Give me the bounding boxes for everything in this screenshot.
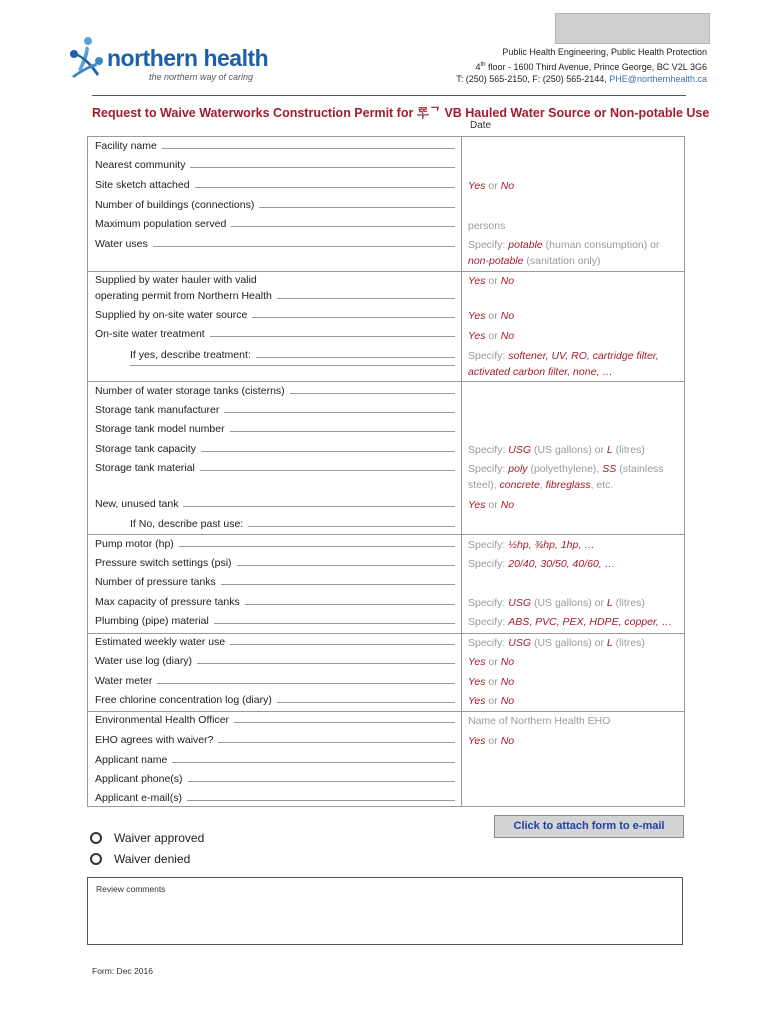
litres-option[interactable]: L (606, 444, 613, 456)
review-comments-label: Review comments (96, 884, 166, 894)
field-label: If yes, describe treatment: (130, 349, 251, 361)
hint-eho-agrees (468, 733, 683, 749)
section-divider (87, 271, 685, 272)
facility-name-field[interactable] (95, 140, 455, 152)
field-label: Water meter (95, 675, 153, 687)
waiver-denied-radio[interactable] (90, 852, 190, 866)
yes-option[interactable]: Yes (468, 676, 486, 688)
attach-form-email-button[interactable]: Click to attach form to e-mail (494, 815, 684, 838)
contact-department: Public Health Engineering, Public Health Protection (502, 47, 707, 57)
hint-plumbing (468, 614, 683, 630)
section-divider (87, 633, 685, 634)
specify-text: Specify: (468, 597, 509, 609)
hint-persons: persons (468, 220, 506, 232)
yes-option[interactable]: Yes (468, 275, 486, 287)
or-text: or (485, 735, 501, 747)
no-option[interactable]: No (500, 676, 515, 688)
no-option[interactable]: No (500, 499, 515, 511)
field-label: Facility name (95, 140, 157, 152)
plumbing-field[interactable] (95, 615, 455, 627)
input-line[interactable] (188, 781, 455, 782)
describe-treatment-line2[interactable] (130, 365, 455, 369)
input-line[interactable] (259, 207, 455, 208)
field-label: Site sketch attached (95, 179, 190, 191)
describe-treatment-field[interactable] (130, 349, 455, 361)
hint-onsite-treatment (468, 328, 683, 344)
logo-tagline: the northern way of caring (149, 72, 254, 82)
num-buildings-field[interactable] (95, 199, 455, 211)
logo-name: northern health (107, 45, 269, 71)
field-label: Supplied by on-site water source (95, 309, 248, 321)
hint-text: (litres) (612, 444, 645, 456)
litres-option[interactable]: L (606, 597, 613, 609)
hp-options: ½hp, ¾hp, 1hp, … (508, 539, 595, 551)
column-divider (461, 136, 462, 807)
field-label: operating permit from Northern Health (95, 290, 272, 302)
hint-text: (human consumption) or (542, 239, 660, 251)
hint-new-tank (468, 497, 683, 513)
field-label: Storage tank model number (95, 423, 225, 435)
applicant-email-field[interactable] (95, 792, 455, 804)
field-label: Number of water storage tanks (cisterns) (95, 385, 285, 397)
field-label: Number of buildings (connections) (95, 199, 255, 211)
input-line[interactable] (201, 451, 455, 452)
tank-material-field[interactable] (95, 462, 455, 474)
site-sketch-field[interactable] (95, 179, 455, 191)
form-title: Request to Waive Waterworks Construction Permit for ᄙᆠᄀ VB Hauled Water Source or Non-potable Use (92, 106, 710, 120)
specify-text: Specify: (468, 350, 509, 362)
input-line[interactable] (230, 644, 455, 645)
yes-option[interactable]: Yes (468, 499, 486, 511)
review-comments-box[interactable] (87, 877, 683, 945)
yes-option[interactable]: Yes (468, 656, 486, 668)
hint-text: (litres) (612, 597, 645, 609)
input-line[interactable] (153, 246, 455, 247)
hint-pump-motor (468, 537, 683, 553)
no-option[interactable]: No (500, 656, 515, 668)
water-uses-field[interactable] (95, 238, 455, 250)
field-label: Water uses (95, 238, 148, 250)
hint-tank-capacity (468, 442, 683, 458)
address-floor-sup: th (480, 61, 486, 68)
field-label: Applicant name (95, 754, 168, 766)
input-line[interactable] (197, 663, 455, 664)
hauler-field[interactable] (95, 290, 455, 302)
input-line[interactable] (245, 604, 455, 605)
section-divider (87, 381, 685, 382)
or-text: or (485, 676, 501, 688)
pipe-options: ABS, PVC, PEX, HDPE, copper, … (508, 616, 673, 628)
ss-option[interactable]: SS (602, 463, 617, 475)
input-line[interactable] (190, 167, 455, 168)
input-line[interactable] (157, 683, 455, 684)
treatment-options: softener, UV, RO, cartridge filter, activated carbon filter, none, … (468, 350, 659, 378)
input-line[interactable] (248, 526, 455, 527)
fibreglass-option[interactable]: fibreglass (545, 479, 591, 491)
specify-text: Specify: (468, 239, 509, 251)
hint-use-log (468, 654, 683, 670)
input-line[interactable] (252, 317, 455, 318)
field-label: EHO agrees with waiver? (95, 734, 214, 746)
header-gray-box (555, 13, 710, 44)
input-line[interactable] (221, 584, 455, 585)
past-use-field[interactable] (130, 518, 455, 530)
num-pressure-tanks-field[interactable] (95, 576, 455, 588)
input-line[interactable] (218, 742, 455, 743)
field-label: Maximum population served (95, 218, 227, 230)
contact-phone (456, 73, 707, 86)
yes-option[interactable]: Yes (468, 695, 486, 707)
yes-option[interactable]: Yes (468, 330, 486, 342)
hint-text: (US gallons) or (531, 444, 607, 456)
or-text: or (485, 656, 501, 668)
input-line[interactable] (200, 470, 455, 471)
input-line[interactable] (231, 226, 455, 227)
hint-hauler (468, 273, 683, 289)
specify-text: Specify: (468, 558, 509, 570)
waiver-approved-radio[interactable] (90, 831, 204, 845)
no-option[interactable]: No (500, 275, 515, 287)
hint-water-uses (468, 237, 683, 269)
water-meter-field[interactable] (95, 675, 455, 687)
applicant-phone-field[interactable] (95, 773, 455, 785)
yes-option[interactable]: Yes (468, 180, 486, 192)
field-label: Storage tank manufacturer (95, 404, 220, 416)
max-pressure-capacity-field[interactable] (95, 596, 455, 608)
hint-site-sketch (468, 178, 683, 194)
no-option[interactable]: No (500, 695, 515, 707)
usg-option[interactable]: USG (508, 444, 532, 456)
tank-manufacturer-field[interactable] (95, 404, 455, 416)
field-label: Storage tank capacity (95, 443, 196, 455)
hint-tank-material (468, 461, 683, 493)
input-line[interactable] (277, 298, 455, 299)
tank-capacity-field[interactable] (95, 443, 455, 455)
specify-text: Specify: (468, 637, 509, 649)
tank-model-field[interactable] (95, 423, 455, 435)
chlorine-log-field[interactable] (95, 694, 455, 706)
hint-text: (litres) (612, 637, 645, 649)
hint-water-meter (468, 674, 683, 690)
poly-option[interactable]: poly (508, 463, 528, 475)
field-label: Applicant phone(s) (95, 773, 183, 785)
field-label: New, unused tank (95, 498, 179, 510)
litres-option[interactable]: L (606, 637, 613, 649)
no-option[interactable]: No (500, 735, 515, 747)
hint-text: (polyethylene), (527, 463, 603, 475)
hint-eho-name: Name of Northern Health EHO (468, 715, 611, 727)
use-log-field[interactable] (95, 655, 455, 667)
applicant-name-field[interactable] (95, 754, 455, 766)
header-divider (92, 95, 686, 96)
hint-pressure-switch (468, 556, 683, 572)
usg-option[interactable]: USG (508, 597, 532, 609)
input-line[interactable] (183, 506, 455, 507)
field-label: Number of pressure tanks (95, 576, 216, 588)
yes-option[interactable]: Yes (468, 310, 486, 322)
input-line[interactable] (230, 431, 455, 432)
max-population-field[interactable] (95, 218, 455, 230)
new-tank-field[interactable] (95, 498, 455, 510)
field-label: Pressure switch settings (psi) (95, 557, 232, 569)
hint-chlorine-log (468, 693, 683, 709)
or-text: or (485, 499, 501, 511)
specify-text: Specify: (468, 616, 509, 628)
input-line[interactable] (237, 565, 455, 566)
input-line[interactable] (179, 546, 455, 547)
input-line[interactable] (130, 365, 455, 366)
field-label: Water use log (diary) (95, 655, 193, 667)
input-line[interactable] (162, 148, 455, 149)
field-label: On-site water treatment (95, 328, 205, 340)
or-text: or (485, 275, 501, 287)
no-option[interactable]: No (500, 330, 515, 342)
pressure-switch-field[interactable] (95, 557, 455, 569)
field-label: Max capacity of pressure tanks (95, 596, 240, 608)
num-tanks-field[interactable] (95, 385, 455, 397)
radio-label: Waiver approved (114, 831, 205, 845)
specify-text: Specify: (468, 539, 509, 551)
nearest-community-field[interactable] (95, 159, 455, 171)
field-label: Storage tank material (95, 462, 195, 474)
onsite-treatment-field[interactable] (95, 328, 455, 340)
input-line[interactable] (234, 722, 455, 723)
hint-text: , etc. (590, 479, 614, 491)
input-line[interactable] (290, 393, 455, 394)
input-line[interactable] (210, 336, 455, 337)
input-line[interactable] (172, 762, 455, 763)
psi-options: 20/40, 30/50, 40/60, … (508, 558, 616, 570)
people-logo-icon (66, 36, 106, 80)
contact-block (456, 46, 707, 86)
address-floor: 4 (475, 61, 481, 72)
hint-text: (US gallons) or (531, 637, 607, 649)
potable-option[interactable]: potable (508, 239, 543, 251)
contact-email-link[interactable]: PHE@northernhealth.ca (609, 74, 707, 84)
radio-label: Waiver denied (114, 852, 191, 866)
phone-fax: T: (250) 565-2150, F: (250) 565-2144, (456, 74, 610, 84)
hint-text: , (539, 479, 546, 491)
hint-text: (stainless steel), (468, 463, 664, 491)
weekly-use-field[interactable] (95, 636, 455, 648)
or-text: or (485, 330, 501, 342)
eho-field[interactable] (95, 714, 455, 726)
field-label: Nearest community (95, 159, 186, 171)
hint-text: (sanitation only) (523, 255, 601, 267)
non-potable-option[interactable]: non-potable (468, 255, 524, 267)
specify-text: Specify: (468, 444, 509, 456)
or-text: or (485, 310, 501, 322)
concrete-option[interactable]: concrete (499, 479, 540, 491)
section-divider (87, 711, 685, 712)
section-divider (87, 534, 685, 535)
input-line[interactable] (224, 412, 455, 413)
hint-text: (US gallons) or (531, 597, 607, 609)
form-footer: Form: Dec 2016 (92, 966, 153, 976)
field-label: Applicant e-mail(s) (95, 792, 182, 804)
no-option[interactable]: No (500, 310, 515, 322)
address-rest: floor - 1600 Third Avenue, Prince George, BC V2L 3G6 (485, 61, 707, 72)
field-label: Estimated weekly water use (95, 636, 226, 648)
hint-pressure-capacity (468, 595, 683, 611)
radio-circle-icon[interactable] (90, 832, 102, 844)
hauler-label-line1 (95, 274, 455, 286)
hint-treatment-types (468, 348, 683, 380)
input-line[interactable] (277, 702, 455, 703)
specify-text: Specify: (468, 463, 509, 475)
usg-option[interactable]: USG (508, 637, 532, 649)
date-label: Date (470, 120, 492, 131)
onsite-source-field[interactable] (95, 309, 455, 321)
input-line[interactable] (256, 357, 455, 358)
field-label: Plumbing (pipe) material (95, 615, 209, 627)
no-option[interactable]: No (500, 180, 515, 192)
hint-weekly-use (468, 635, 683, 651)
contact-address (456, 59, 707, 74)
field-label: Supplied by water hauler with valid (95, 274, 257, 286)
field-label: Free chlorine concentration log (diary) (95, 694, 272, 706)
field-label: If No, describe past use: (130, 518, 244, 530)
field-label: Pump motor (hp) (95, 538, 174, 550)
yes-option[interactable]: Yes (468, 735, 486, 747)
or-text: or (485, 180, 501, 192)
field-label: Environmental Health Officer (95, 714, 230, 726)
northern-health-logo (66, 36, 269, 86)
input-line[interactable] (214, 623, 455, 624)
radio-circle-icon[interactable] (90, 853, 102, 865)
eho-agrees-field[interactable] (95, 734, 455, 746)
hint-onsite-source (468, 308, 683, 324)
input-line[interactable] (187, 800, 455, 801)
input-line[interactable] (195, 187, 455, 188)
or-text: or (485, 695, 501, 707)
pump-motor-field[interactable] (95, 538, 455, 550)
